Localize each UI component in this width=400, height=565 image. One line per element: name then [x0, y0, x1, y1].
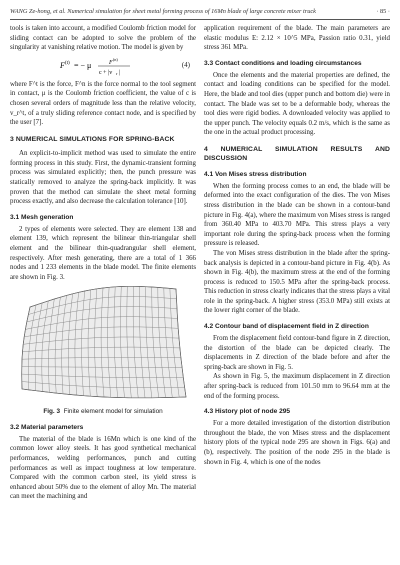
- subsection-heading: 4.3 History plot of node 295: [204, 408, 291, 416]
- paragraph: tools is taken into account, a modified Coulomb friction model for sliding contact can be adopted to solve the problem of the singularity at vanishing relative motion. The model is given by: [10, 25, 196, 52]
- svg-text:(n): (n): [113, 56, 118, 62]
- paragraph: An explicit-to-implicit method was used to simulate the entire forming process in this study. First, the dynamic-transient forming process was simulated explicitly; then, the punch pressure was statically removed to analyze the spring-back implicitly. It was proven that the method can simulate the sheet metal forming process exactly, and also decrease the calculation tolerance [10].: [10, 150, 196, 206]
- header-rule: [10, 19, 390, 20]
- svg-text:F: F: [109, 59, 113, 66]
- paragraph: For a more detailed investigation of the distortion distribution throughout the blade, the von Mises stress and the displacement history plots of the typical node 295 are shown in Figs. 6(a) and (b), respectively. The position of the node 295 in the blade is shown in Fig. 4, which is one of the nodes: [204, 420, 390, 466]
- paragraph: When the forming process comes to an end, the blade will be deformed into the exact configuration of the dies. The von Mises stress distribution in the blade can be shown in a contour-band picture in Fig. 4(a), where the maximum von Mises stress is ranged from 360.40 MPa to 403.70 MPa. This stress plays a very important role during the spring-back process when the forming pressure is released.: [204, 182, 390, 248]
- subsection-heading: 3.1 Mesh generation: [10, 213, 74, 221]
- svg-text:|: |: [119, 69, 121, 76]
- paragraph: application requirement of the blade. The main parameters are elastic modulus E: 2.12 × 10^5 MPa, Passion ratio 0.31, yield stress 361 MPa.: [204, 25, 390, 52]
- paragraph: From the displacement field contour-band figure in Z direction, the distortion of the blade can be depicted clearly. The displacements in Z direction of the blade before and after the spring-back are shown in Fig. 5.: [204, 335, 390, 371]
- svg-text:r: r: [116, 70, 118, 76]
- subsection-heading: 4.1 Von Mises stress distribution: [204, 170, 307, 178]
- fig3-caption-label: Fig. 3: [43, 408, 61, 416]
- paragraph: As shown in Fig. 5, the maximum displacement in Z direction after spring-back is reduced from 101.50 mm to 96.64 mm at the end of the forming process.: [204, 373, 390, 400]
- fig3-caption-text: Finite element model for simulation: [63, 408, 163, 416]
- page-number: · 85 ·: [376, 8, 390, 15]
- right-column: [204, 24, 390, 467]
- section-heading: 3 NUMERICAL SIMULATIONS FOR SPRING-BACK: [10, 135, 175, 143]
- blade-surface: [22, 287, 186, 399]
- mesh-graphic: [10, 285, 196, 403]
- svg-text:c + |v: c + |v: [99, 69, 113, 76]
- paragraph: The material of the blade is 16Mn which is one kind of the common lower alloy steels. It has good synthetical mechanical performances, welding performances, punch and cutting performances as well as impact toughness at low temperature. Compared with the common carbon steel, its yield stress is enhanced about 50% due to the element of alloy Mn. The material can meet the machining and: [10, 435, 196, 501]
- paragraph: 2 types of elements were selected. They are element 138 and element 139, which represent the bilinear thin-triangular shell element and the bilinear thin-quadrangular shell element, respectively. After mesh generating, there are a total of 1 366 nodes and 1 233 elements in the blade model. The finite elements are shown in Fig. 3.: [10, 225, 196, 281]
- friction-equation: [10, 55, 196, 77]
- paragraph: where F^t is the force, F^n is the force normal to the tool segment in contact, μ is the Coulomb friction coefficient, the value of c is chosen several orders of magnitude less than the relative velocity, v_r^t, of a truly sliding reference contact node, and is specified by the user [7].: [10, 80, 196, 127]
- subsection-heading: 3.2 Material parameters: [10, 423, 84, 431]
- running-title: WANG Ze-hong, et al. Numerical simulation for sheet metal forming process of 16Mn blade of large concrete mixer truck: [10, 8, 316, 15]
- fig3-mesh-figure: [10, 285, 196, 403]
- subsection-heading: 4.2 Contour band of displacement field in Z direction: [204, 323, 369, 331]
- equation-number: (4): [181, 60, 190, 69]
- paragraph: Once the elements and the material properties are defined, the contact and loading conditions can be specified for the model. Here, the blade and tool dies (upper punch and bottom die) were in contact. The blade was set to be a deformable body, whereas the tool dies were rigid bodies. A downloaded velocity was applied to the upper punch. The velocity equals 0.2 m/s, which is the same as the one in the actual product processing.: [204, 71, 390, 137]
- paragraph: The von Mises stress distribution in the blade after the spring-back analysis is depicted in a contour-band picture in Fig. 4(b). As shown in Fig. 4(b), the maximum stress at the end of the forming process is reduced to 150.5 MPa after the spring-back process. This reduction in stress clearly indicates that the stress plays a vital role in the spring-back. A higher stress (353.0 MPa) still exists at the lower right corner of the blade.: [204, 249, 390, 315]
- left-column: [10, 24, 196, 502]
- fig3-caption: [10, 407, 196, 417]
- section-heading: 4 NUMERICAL SIMULATION RESULTS AND DISCUSSION: [204, 145, 390, 163]
- equation-graphic: [10, 55, 170, 77]
- running-header: [10, 8, 390, 18]
- subsection-heading: 3.3 Contact conditions and loading circumstances: [204, 59, 362, 67]
- svg-text:= − μ: = − μ: [74, 60, 92, 70]
- svg-text:F: F: [60, 60, 65, 70]
- svg-text:(t): (t): [65, 60, 70, 66]
